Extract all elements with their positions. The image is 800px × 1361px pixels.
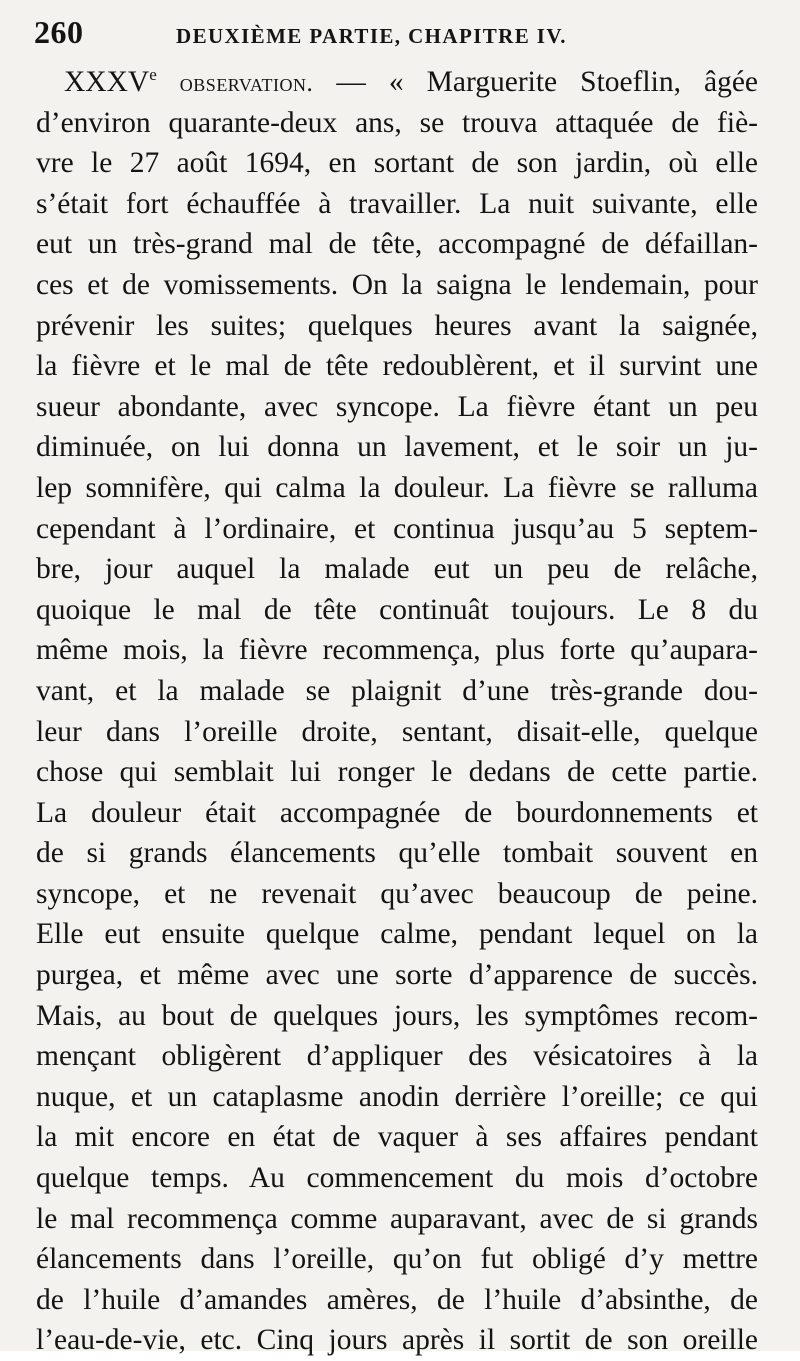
text-line: mençant obligèrent d’appliquer des vésicatoires à la bbox=[36, 1040, 758, 1073]
observation-label: observation. bbox=[179, 70, 314, 97]
text-line: l’eau-de-vie, etc. Cinq jours après il sortit de son oreille bbox=[36, 1324, 758, 1357]
text-line: leur dans l’oreille droite, sentant, disait-elle, quelque bbox=[36, 715, 758, 748]
text-line: ces et de vomissements. On la saigna le lendemain, pour bbox=[36, 268, 758, 301]
text-line-1 bbox=[36, 62, 758, 103]
text-line: sueur abondante, avec syncope. La fièvre étant un peu bbox=[36, 390, 758, 423]
text-line: s’était fort échauffée à travailler. La nuit suivante, elle bbox=[36, 187, 758, 220]
observation-dash: — « bbox=[313, 66, 404, 98]
text-line: la fièvre et le mal de tête redoublèrent, et il survint une bbox=[36, 350, 758, 383]
text-line: prévenir les suites; quelques heures avant la saignée, bbox=[36, 309, 758, 342]
text-line: lep somnifère, qui calma la douleur. La fièvre se ralluma bbox=[36, 471, 758, 504]
text-line: cependant à l’ordinaire, et continua jusqu’au 5 septem- bbox=[36, 512, 758, 545]
text-line: diminuée, on lui donna un lavement, et le soir un ju- bbox=[36, 431, 758, 464]
text-line: eut un très-grand mal de tête, accompagné de défaillan- bbox=[36, 228, 758, 261]
text-line: le mal recommença comme auparavant, avec de si grands bbox=[36, 1202, 758, 1235]
running-title: DEUXIÈME PARTIE, CHAPITRE IV. bbox=[176, 24, 567, 48]
text-line: purgea, et même avec une sorte d’apparence de succès. bbox=[36, 959, 758, 992]
text-line: la mit encore en état de vaquer à ses affaires pendant bbox=[36, 1121, 758, 1154]
body-text bbox=[36, 62, 758, 1361]
text-line: La douleur était accompagnée de bourdonnements et bbox=[36, 796, 758, 829]
text-line: syncope, et ne revenait qu’avec beaucoup de peine. bbox=[36, 877, 758, 910]
text-line: de l’huile d’amandes amères, de l’huile d’absinthe, de bbox=[36, 1283, 758, 1316]
observation-numeral: XXXV bbox=[64, 66, 150, 98]
text-line: nuque, et un cataplasme anodin derrière l’oreille; ce qui bbox=[36, 1080, 758, 1113]
text-line: vant, et la malade se plaignit d’une très-grande dou- bbox=[36, 674, 758, 707]
text-line: Marguerite Stoeflin, âgée bbox=[426, 66, 759, 98]
text-line: bre, jour auquel la malade eut un peu de relâche, bbox=[36, 553, 758, 586]
text-line: Mais, au bout de quelques jours, les symptômes recom- bbox=[36, 999, 758, 1032]
observation-heading bbox=[64, 66, 404, 98]
text-line: vre le 27 août 1694, en sortant de son jardin, où elle bbox=[36, 147, 758, 180]
text-line: quoique le mal de tête continuât toujours. Le 8 du bbox=[36, 593, 758, 626]
text-line: Elle eut ensuite quelque calme, pendant lequel on la bbox=[36, 918, 758, 951]
page-number: 260 bbox=[34, 14, 84, 50]
text-line: chose qui semblait lui ronger le dedans de cette partie. bbox=[36, 756, 758, 789]
text-line: quelque temps. Au commencement du mois d’octobre bbox=[36, 1162, 758, 1195]
running-head bbox=[34, 14, 760, 54]
text-line: de si grands élancements qu’elle tombait souvent en bbox=[36, 837, 758, 870]
observation-numeral-sup: e bbox=[149, 65, 157, 85]
text-line: élancements dans l’oreille, qu’on fut obligé d’y mettre bbox=[36, 1243, 758, 1276]
text-line: d’environ quarante-deux ans, se trouva attaquée de fiè- bbox=[36, 106, 758, 139]
text-line: même mois, la fièvre recommença, plus forte qu’aupara- bbox=[36, 634, 758, 667]
